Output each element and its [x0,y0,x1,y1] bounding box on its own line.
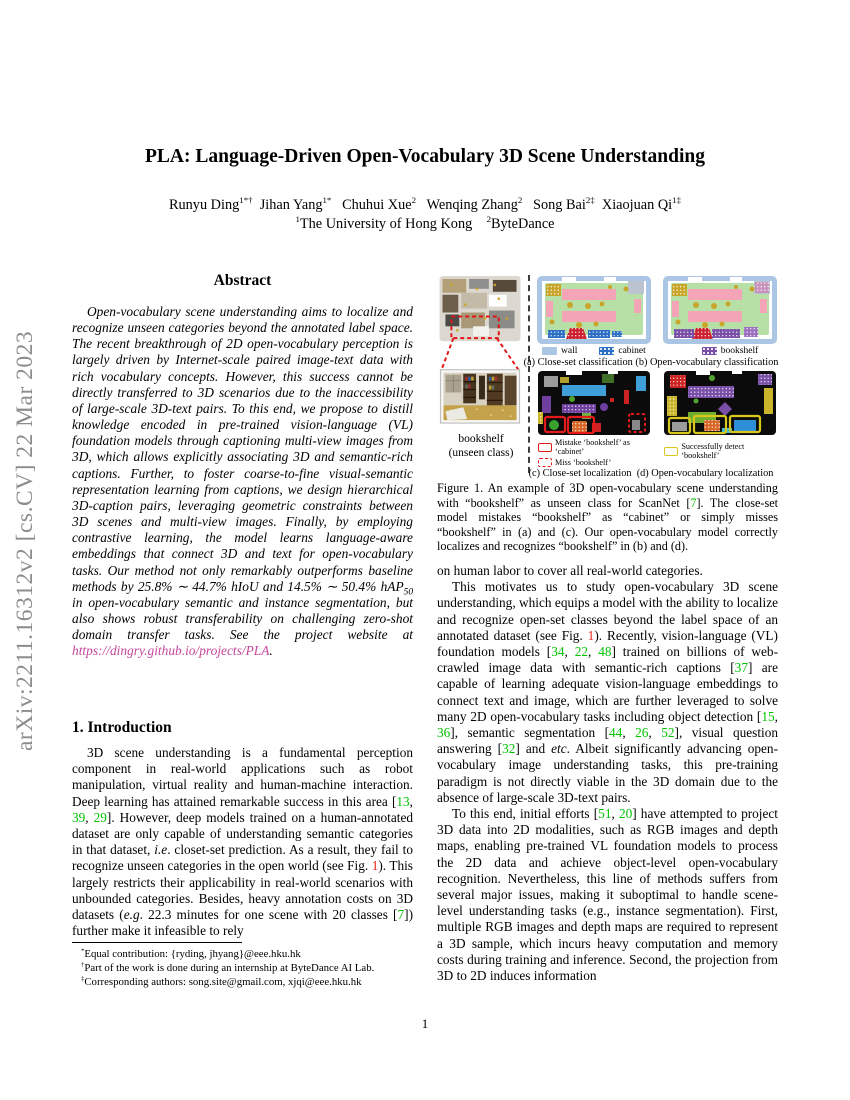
wall-swatch-icon [542,347,557,355]
success-legend [664,442,778,460]
legend-label: Mistake ‘bookshelf’ as ‘cabinet’ [555,438,630,456]
arxiv-watermark: arXiv:2211.16312v2 [cs.CV] 22 Mar 2023 [12,330,38,751]
close-set-error-legend [538,438,654,467]
panel-c-close-set-localization-image [536,370,652,436]
figure-1-caption: Figure 1. An example of 3D open-vocabulary scene understanding with “bookshelf” as unseen class for ScanNet [7]. The close-set model mistakes “bookshelf” as “cabinet” or simply misses “bookshelf” in (a) and (c). Our open-vocabulary model correctly localizes and recognizes “bookshelf” in (b) and (d). [437,481,778,554]
panel-a-close-set-classification-image [536,275,652,345]
yellow-box-icon [664,447,678,456]
photo-label: bookshelf (unseen class) [448,433,514,459]
subcaption-cd: (c) Close-set localization (d) Open-vocabulary localization [528,468,774,479]
panel-row-bottom [536,370,778,436]
footnote-block [72,942,413,990]
author-line: Runyu Ding$^{1*\dagger}$ Jihan Yang$^{1*}$ Chuhui Xue$^2$ Wenqing Zhang$^2$ Song Bai$^{2\ddagger}$ Xiaojuan $Qi^{1\ddagger}$ [168,195,682,213]
paper-title: PLA: Language-Driven Open-Vocabulary 3D Scene Understanding [145,146,705,167]
footnote-text: Equal contribution: {ryding, jhyang}@eee.hku.hk [84,948,301,960]
footnote-equal-contribution [72,948,413,962]
footnote-internship [72,962,413,976]
footnote-marker: † [81,961,85,969]
right-column [437,275,778,984]
abstract-heading: Abstract [213,272,272,289]
footnote-corresponding [72,976,413,990]
page-number: 1 [421,1016,429,1031]
legend-item-cabinet [599,346,645,356]
introduction-paragraph: 3D scene understanding is a fundamental perception component in real-world applications such as robot manipulation, virtual reality and human-machine interaction. Deep learning has attained remarkable success in this area [13, 39, 29]. However, deep models trained on a human-annotated dataset are only capable of understanding semantic categories in that dataset, i.e. closet-set prediction. As a result, they fail to recognize unseen categories in the open world (see Fig. 1). This largely restricts their applicability in real-world scenarios with unbounded categories. Besides, heavy annotation costs on 3D datasets (e.g. 22.3 minutes for one scene with 20 classes [7]) further make it infeasible to rely [72,745,413,939]
legend-label: cabinet [618,346,646,356]
cabinet-swatch-icon [599,347,614,355]
panel-d-open-vocabulary-localization-image [662,370,778,436]
introduction-section [72,719,413,939]
bookshelf-swatch-icon [702,347,717,355]
red-dashed-box-icon [538,458,552,467]
figure-1 [437,275,779,479]
legend-label: bookshelf [720,346,759,356]
affiliation-line: $^1$The University of Hong Kong $^2$ByteDance [295,214,555,232]
footnote-marker: * [81,947,85,955]
right-column-body [437,563,778,984]
paragraph: on human labor to cover all real-world categories. [437,562,703,578]
footnote-text: Part of the work is done during an internship at ByteDance AI Lab. [84,961,375,974]
figure-divider [528,275,530,473]
paragraph: This motivates us to study open-vocabulary 3D scene understanding, which equips a model with the ability to localize and recognize open-set classes beyond the label space of an annotated dataset (see Fig. 1). Recently, vision-language (VL) foundation models [34, 22, 48] trained on billions of web-crawled image data with semantic-rich captions [37] are capable of learning adequate vision-language embeddings to connect text and image, which are further leveraged to solve many 2D open-vocabulary tasks including object detection [15, 36], semantic segmentation [44, 26, 52], visual question answering [32] and etc. Albeit significantly advancing open-vocabulary image understanding tasks, this pre-training paradigm is not directly viable in the 3D domain due to the absence of large-scale 3D-text pairs. [437,579,779,805]
left-column [72,272,413,659]
red-solid-box-icon [538,443,552,452]
project-url-link[interactable]: https://dingry.github.io/projects/PLA [72,643,270,659]
classification-legend [536,346,778,356]
footnote-rule [72,942,242,943]
footnote-marker: ‡ [81,975,85,983]
legend-label: Miss ‘bookshelf’ [555,458,612,467]
abstract-body: Open-vocabulary scene understanding aims to localize and recognize unseen categories beyond the annotated label space. The recent breakthrough of 2D open-vocabulary perception is largely driven by Internet-scale paired image-text data with rich vocabulary concepts. However, this success cannot be directly transferred to 3D scenarios due to the inaccessibility of large-scale 3D-text pairs. To this end, we propose to distill knowledge encoded in pre-trained vision-language (VL) foundation models through captioning multi-view images from 3D, which allows explicitly associating 3D and semantic-rich captions. Further, to foster coarse-to-fine visual-semantic representation learning from captions, we design hierarchical 3D-caption pairs, leveraging geometric constraints between 3D scenes and multi-view images. Finally, by employing contrastive learning, the model learns language-aware embeddings that connect 3D and text for open-vocabulary tasks. Our method not only remarkably outperforms baseline methods by 25.8% ∼ 44.7% hIoU and 14.5% ∼ 50.4% hAP$_{50}$ in open-vocabulary semantic and instance segmentation, but also shows robust transferability on challenging zero-shot domain transfer tasks. See the project website at https://dingry.github.io/projects/PLA. [72,304,413,659]
legend-item-miss [538,458,654,467]
legend-item-mistake [538,438,654,456]
footnote-text: Corresponding authors: song.site@gmail.com, xjqi@eee.hku.hk [84,975,362,988]
panel-b-open-vocabulary-classification-image [662,275,778,345]
localization-legend [536,438,778,467]
scene-point-cloud-and-bookshelf-photo-image [437,275,525,427]
introduction-heading: 1. Introduction [72,719,172,736]
legend-label: Successfully detect ‘bookshelf’ [681,442,745,460]
panel-row-top [536,275,778,345]
paragraph: To this end, initial efforts [51, 20] have attempted to project 3D data into 2D modalities, such as RGB images and depth maps, enabling pre-trained VL foundation models to process the 2D data and achieve object-level open-vocabulary recognition. Nevertheless, this line of methods suffers from several major issues, making it suboptimal to handle scene-level understanding tasks (e.g., instance segmentation). First, multiple RGB images and depth maps are required to represent a 3D sample, which incurs heavy computation and memory costs during training and inference. Second, the projection from 3D to 2D induces information [437,806,778,984]
legend-label: wall [561,346,578,356]
figure-panel-grid [523,275,779,479]
legend-item-bookshelf [702,346,758,356]
subcaption-ab: (a) Close-set classification (b) Open-vocabulary classification [523,357,779,368]
legend-item-wall [542,346,577,356]
